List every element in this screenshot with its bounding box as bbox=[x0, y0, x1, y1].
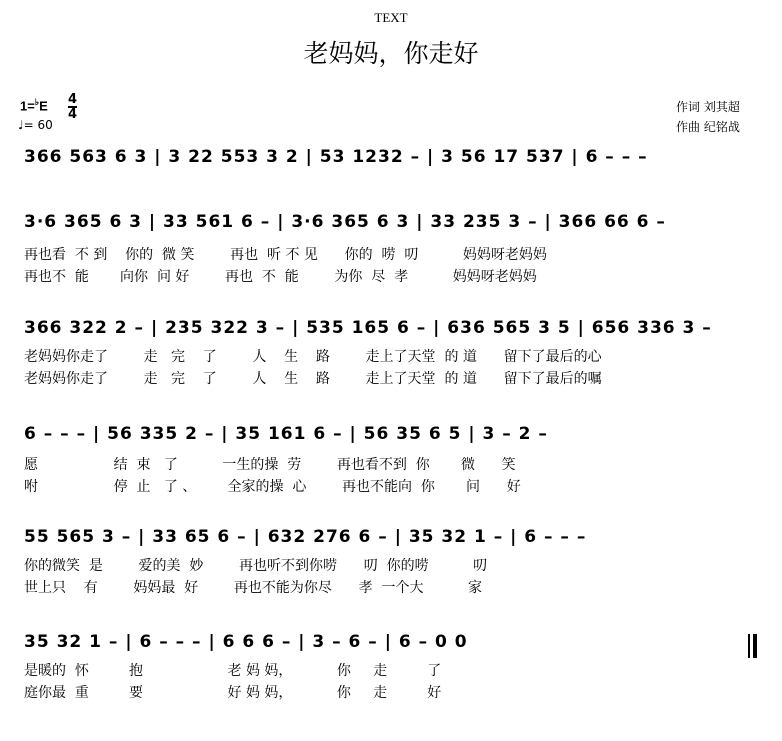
time-top: 4 bbox=[68, 92, 78, 107]
tempo-value: = 60 bbox=[23, 118, 53, 132]
lyricist-credit: 作词 刘其超 bbox=[676, 100, 740, 114]
score-row-4 bbox=[0, 424, 782, 524]
lyric-verse-1: 老妈妈你走了 走 完 了 人 生 路 走上了天堂 的 道 留下了最后的心 bbox=[24, 349, 602, 365]
score-row-5 bbox=[0, 527, 782, 627]
composer-credit: 作曲 纪铭战 bbox=[676, 120, 740, 134]
lyric-verse-2: 世上只 有 妈妈最 好 再也不能为你尽 孝 一个大 家 bbox=[24, 580, 483, 596]
score-row-2 bbox=[0, 212, 782, 312]
lyric-verse-2: 老妈妈你走了 走 完 了 人 生 路 走上了天堂 的 道 留下了最后的嘱 bbox=[24, 371, 602, 387]
key-signature bbox=[20, 97, 48, 113]
lyric-verse-1: 你的微笑 是 爱的美 妙 再也听不到你唠 叨 你的唠 叨 bbox=[24, 558, 488, 574]
score-row-6 bbox=[0, 632, 782, 732]
notes-line: 6 – – – | 56 335 2 – | 35 161 6 – | 56 35 6 5 | 3 – 2 – bbox=[24, 424, 548, 444]
time-signature bbox=[68, 93, 77, 121]
notes-line: 35 32 1 – | 6 – – – | 6 6 6 – | 3 – 6 – | 6 – 0 0 bbox=[24, 632, 468, 652]
header-tag: TEXT bbox=[374, 10, 408, 25]
lyric-verse-2: 庭你最 重 要 好 妈 妈， 你 走 好 bbox=[24, 685, 442, 701]
lyric-verse-2: 咐 停 止 了 、 全家的操 心 再也不能向 你 问 好 bbox=[24, 479, 521, 495]
key-note: E bbox=[39, 98, 48, 114]
quarter-note-icon: ♩ bbox=[18, 118, 24, 132]
lyric-verse-1: 再也看 不 到 你的 微 笑 再也 听 不 见 你的 唠 叨 妈妈呀老妈妈 bbox=[24, 247, 547, 263]
lyric-verse-2: 再也不 能 向你 问 好 再也 不 能 为你 尽 孝 妈妈呀老妈妈 bbox=[24, 269, 537, 285]
score-row-3 bbox=[0, 318, 782, 418]
flat-sign: ♭ bbox=[34, 97, 40, 107]
key-prefix: 1= bbox=[20, 98, 35, 114]
notes-line: 366 322 2 – | 235 322 3 – | 535 165 6 – | 636 565 3 5 | 656 336 3 – bbox=[24, 318, 712, 338]
final-barline-thick bbox=[753, 634, 757, 658]
final-barline-thin bbox=[748, 634, 750, 658]
notes-line: 366 563 6 3 | 3 22 553 3 2 | 53 1232 – | 3 56 17 537 | 6 – – – bbox=[24, 147, 648, 167]
lyric-verse-1: 愿 结 束 了 一生的操 劳 再也看不到 你 微 笑 bbox=[24, 457, 516, 473]
notes-line: 3·6 365 6 3 | 33 561 6 – | 3·6 365 6 3 | 33 235 3 – | 366 66 6 – bbox=[24, 212, 666, 232]
tempo-mark bbox=[18, 118, 53, 132]
time-bottom: 4 bbox=[68, 107, 78, 122]
song-title: 老妈妈，你走好 bbox=[303, 39, 479, 68]
notes-line: 55 565 3 – | 33 65 6 – | 632 276 6 – | 35 32 1 – | 6 – – – bbox=[24, 527, 587, 547]
lyric-verse-1: 是暖的 怀 抱 老 妈 妈， 你 走 了 bbox=[24, 663, 442, 679]
